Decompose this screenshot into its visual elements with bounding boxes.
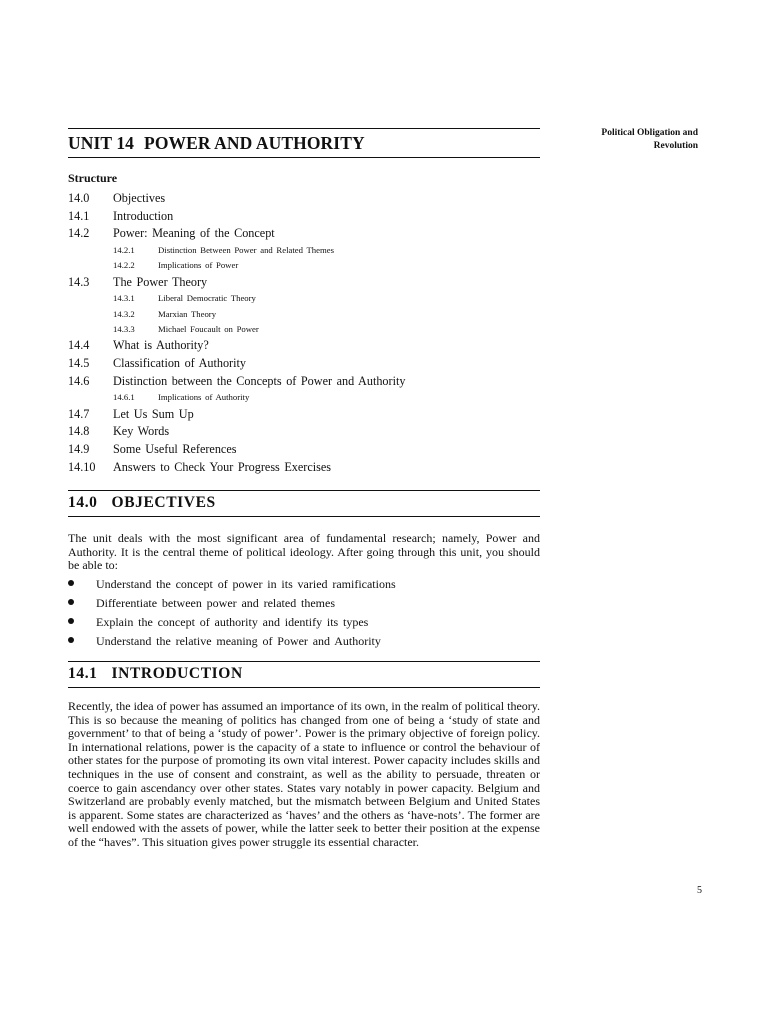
unit-title (68, 129, 540, 157)
introduction-heading (68, 662, 540, 687)
toc-label: Liberal Democratic Theory (158, 293, 256, 304)
objectives-intro: The unit deals with the most significant area of fundamental research; namely, Power and Authority. It is the central theme of political ideology. After going through this unit, you should be able to: (68, 531, 540, 573)
section-title: OBJECTIVES (111, 494, 216, 511)
toc-item (68, 459, 540, 477)
toc-number: 14.3 (68, 274, 90, 289)
section-number: 14.0 (68, 494, 98, 511)
list-item-text: Understand the relative meaning of Power and Authority (96, 633, 381, 648)
toc-item (68, 274, 540, 292)
toc-number: 14.7 (68, 406, 90, 421)
objectives-list (68, 575, 540, 651)
toc-number: 14.8 (68, 424, 90, 439)
toc-subitem (68, 307, 540, 322)
list-item (68, 594, 540, 613)
toc-subitem (68, 322, 540, 337)
bullet-icon (68, 599, 74, 605)
section-bottom-rule (68, 687, 540, 688)
list-item-text: Differentiate between power and related themes (96, 595, 336, 610)
toc-number: 14.4 (68, 338, 90, 353)
toc-label: Michael Foucault on Power (158, 324, 259, 334)
running-header-line1: Political Obligation and (601, 128, 698, 138)
toc-label: Implications of Power (158, 260, 239, 271)
toc-subitem (68, 258, 540, 273)
toc-subitem (68, 243, 540, 258)
structure-title: Structure (68, 171, 118, 185)
toc-item (68, 355, 540, 373)
structure-toc (68, 170, 540, 477)
toc-number: 14.2.2 (113, 260, 135, 271)
toc-label: What is Authority? (113, 338, 209, 353)
bullet-icon (68, 618, 74, 624)
toc-label: Key Words (113, 424, 170, 439)
bullet-icon (68, 580, 74, 586)
toc-number: 14.10 (68, 459, 96, 474)
toc-subitem (68, 390, 540, 405)
toc-number: 14.2 (68, 226, 90, 241)
page-number: 5 (697, 885, 702, 896)
list-item-text: Explain the concept of authority and identify its types (96, 614, 369, 629)
list-item-text: Understand the concept of power in its varied ramifications (96, 576, 396, 591)
toc-number: 14.9 (68, 442, 90, 457)
toc-item (68, 190, 540, 208)
objectives-section (68, 490, 540, 651)
list-item (68, 613, 540, 632)
objectives-heading (68, 491, 540, 516)
toc-label: Let Us Sum Up (113, 406, 194, 421)
toc-label: Introduction (113, 208, 174, 223)
toc-number: 14.6 (68, 373, 90, 388)
toc-label: The Power Theory (113, 274, 208, 289)
toc-number: 14.0 (68, 191, 90, 205)
toc-number: 14.5 (68, 356, 90, 370)
unit-header-bottom-rule (68, 157, 540, 158)
list-item (68, 575, 540, 594)
toc-label: Classification of Authority (113, 356, 246, 370)
toc-item (68, 406, 540, 424)
section-bottom-rule (68, 516, 540, 517)
toc-label: Distinction Between Power and Related Themes (158, 245, 334, 256)
toc-number: 14.6.1 (113, 392, 135, 403)
section-title: INTRODUCTION (111, 665, 243, 682)
toc-item (68, 423, 540, 441)
toc-number: 14.3.1 (113, 293, 135, 304)
introduction-text: Recently, the idea of power has assumed an importance of its own, in the realm of political theory. This is so because the meaning of politics has changed from one of being a ‘study of state and government’ to that of being a ‘study of power’. Power is the primary objective of foreign policy. In international relations, power is the capacity of a state to influence or control the behaviour of other states for the purpose of promoting its own vital interest. Power capacity includes skills and techniques in the use of consent and constraint, as well as the ability to persuade, threaten or coerce to gain ascendancy over other states. States vary notably in power capacity. Belgium and Switzerland are probably evenly matched, but the mismatch between Belgium and United States is apparent. Some states are characterized as ‘haves’ and the others as ‘have-nots’. The former are well endowed with the assets of power, while the latter seek to better their position at the expense of the “haves”. This situation gives power struggle its essential character. (68, 699, 540, 849)
bullet-icon (68, 637, 74, 643)
toc-item (68, 225, 540, 243)
toc-item (68, 337, 540, 355)
unit-header (68, 128, 540, 158)
toc-number: 14.1 (68, 208, 90, 223)
toc-label: Objectives (113, 191, 166, 205)
toc-number: 14.3.2 (113, 308, 135, 319)
toc-label: Implications of Authority (158, 392, 250, 403)
toc-subitem (68, 291, 540, 306)
toc-label: Answers to Check Your Progress Exercises (113, 459, 332, 474)
running-header-line2: Revolution (653, 141, 698, 151)
list-item (68, 632, 540, 651)
toc-label: Power: Meaning of the Concept (113, 226, 275, 241)
toc-item (68, 373, 540, 391)
introduction-section (68, 661, 540, 850)
section-number: 14.1 (68, 665, 98, 682)
toc-item (68, 441, 540, 459)
toc-label: Some Useful References (113, 442, 237, 457)
toc-label: Distinction between the Concepts of Power and Authority (113, 373, 406, 388)
toc-number: 14.2.1 (113, 245, 135, 256)
toc-number: 14.3.3 (113, 324, 135, 334)
unit-name: POWER AND AUTHORITY (144, 133, 365, 153)
toc-item (68, 208, 540, 226)
unit-number: UNIT 14 (68, 133, 135, 153)
toc-label: Marxian Theory (158, 308, 217, 319)
